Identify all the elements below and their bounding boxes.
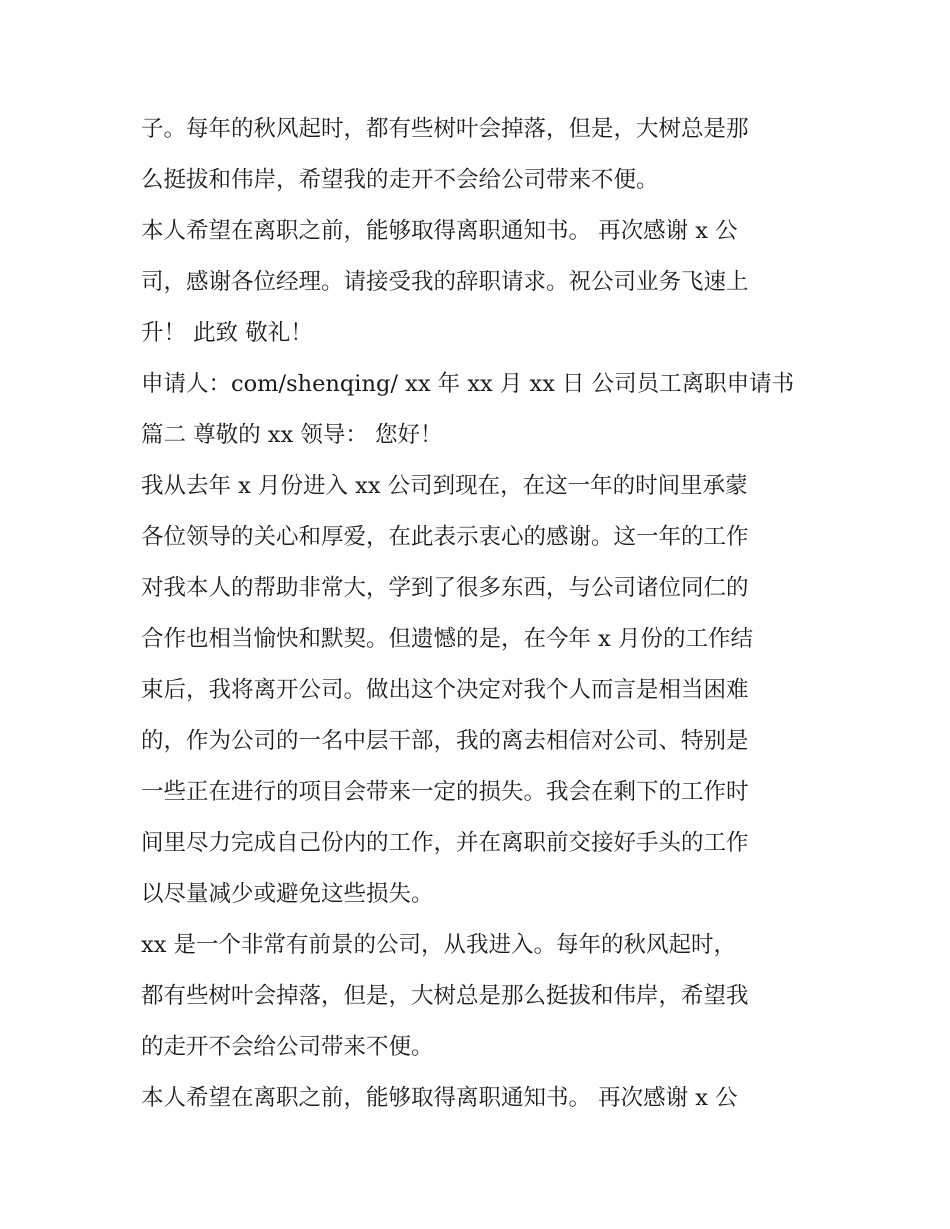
text-line: 以尽量减少或避免这些损失。 <box>141 881 434 907</box>
text-line: 本人希望在离职之前，能够取得离职通知书。 再次感谢 x 公 <box>141 218 738 244</box>
text-line: 间里尽力完成自己份内的工作，并在离职前交接好手头的工作 <box>141 830 749 856</box>
text-line: 篇二 尊敬的 xx 领导： 您好！ <box>141 422 443 448</box>
text-line: 子。每年的秋风起时，都有些树叶会掉落，但是，大树总是那 <box>141 116 749 142</box>
text-line: 都有些树叶会掉落，但是，大树总是那么挺拔和伟岸，希望我 <box>141 983 749 1009</box>
text-line: 升！ 此致 敬礼！ <box>141 320 313 346</box>
text-line: 束后，我将离开公司。做出这个决定对我个人而言是相当困难 <box>141 677 749 703</box>
text-line: 我从去年 x 月份进入 xx 公司到现在，在这一年的时间里承蒙 <box>141 473 748 499</box>
text-line: 合作也相当愉快和默契。但遗憾的是，在今年 x 月份的工作结 <box>141 626 753 652</box>
text-line: 司，感谢各位经理。请接受我的辞职请求。祝公司业务飞速上 <box>141 269 749 295</box>
text-line: 一些正在进行的项目会带来一定的损失。我会在剩下的工作时 <box>141 779 749 805</box>
text-line: 申请人：com/shenqing/ xx 年 xx 月 xx 日 公司员工离职申请书 <box>141 371 795 397</box>
text-line: 各位领导的关心和厚爱，在此表示衷心的感谢。这一年的工作 <box>141 524 749 550</box>
text-line: 么挺拔和伟岸，希望我的走开不会给公司带来不便。 <box>141 167 659 193</box>
text-line: xx 是一个非常有前景的公司，从我进入。每年的秋风起时， <box>141 932 737 958</box>
text-line: 的，作为公司的一名中层干部，我的离去相信对公司、特别是 <box>141 728 749 754</box>
text-line: 对我本人的帮助非常大，学到了很多东西，与公司诸位同仁的 <box>141 575 749 601</box>
document-body <box>141 104 821 1124</box>
text-line: 本人希望在离职之前，能够取得离职通知书。 再次感谢 x 公 <box>141 1085 738 1111</box>
text-line: 的走开不会给公司带来不便。 <box>141 1034 434 1060</box>
